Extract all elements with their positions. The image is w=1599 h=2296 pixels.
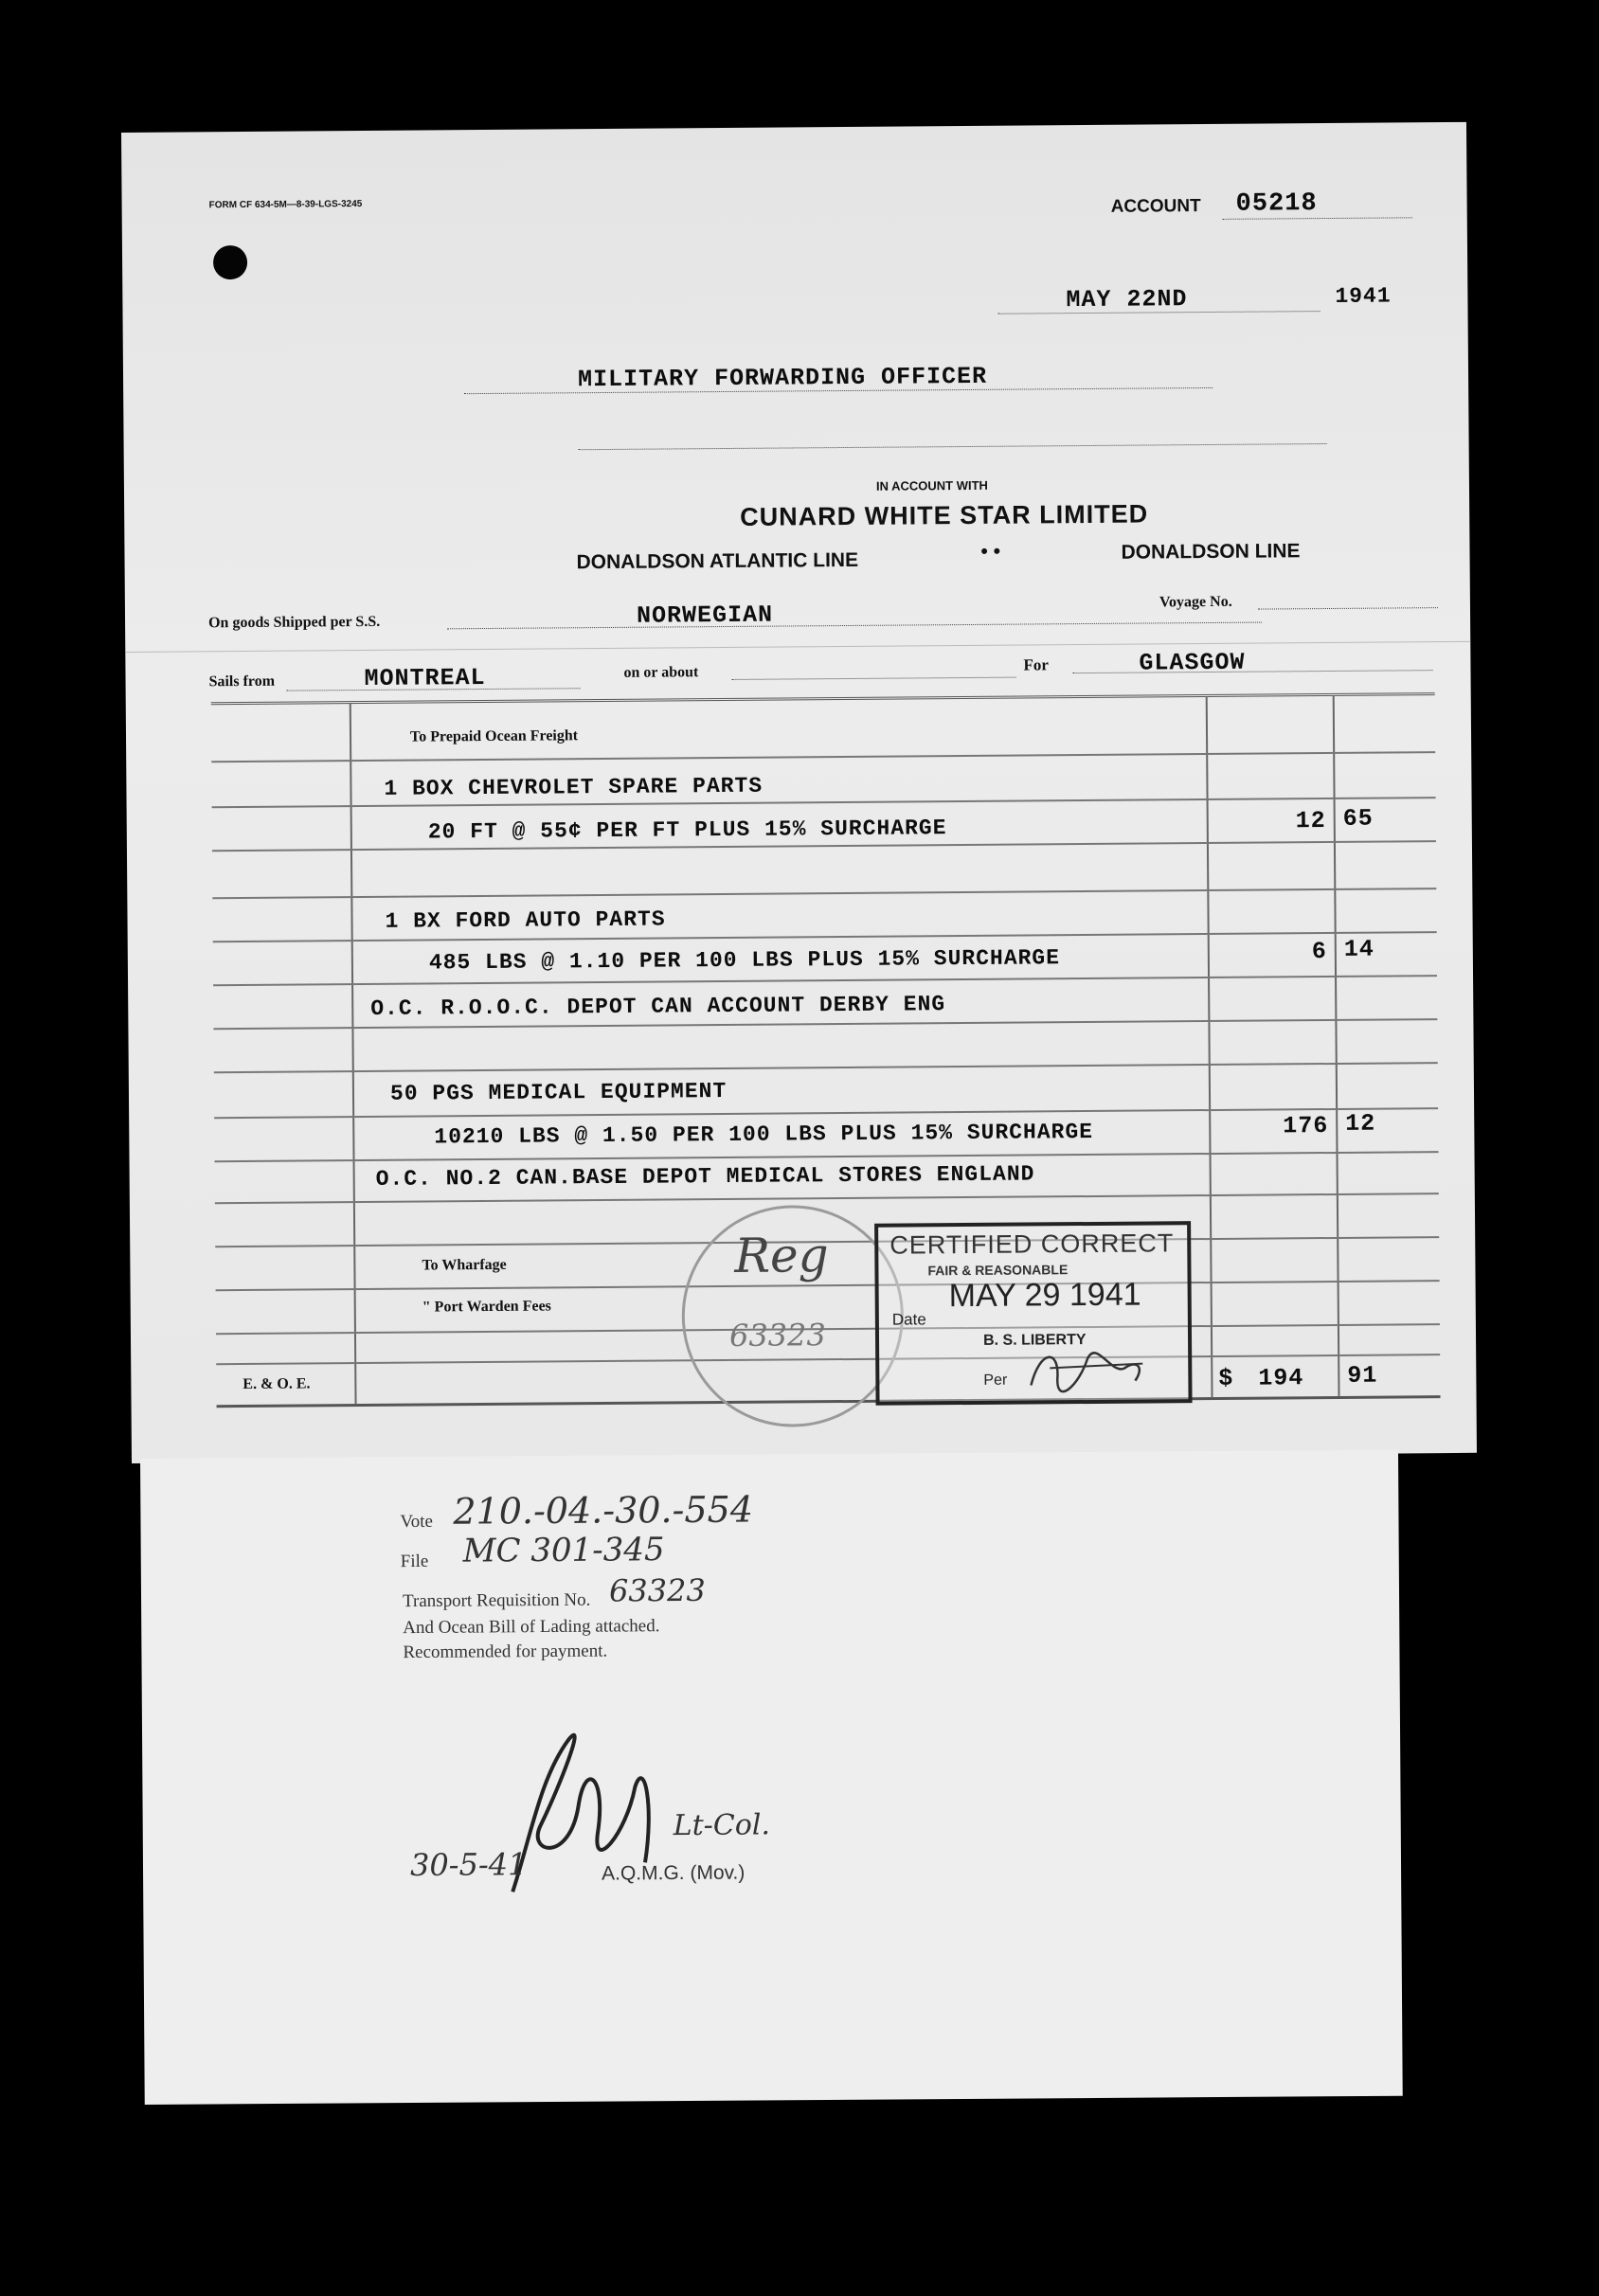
payment-slip [140, 1450, 1403, 2105]
item-1-line1: 1 BOX CHEVROLET SPARE PARTS [384, 773, 764, 801]
item-3-cents: 12 [1345, 1109, 1376, 1138]
certified-signature [1021, 1338, 1154, 1396]
recommended-line: Recommended for payment. [403, 1641, 608, 1663]
billed-to: MILITARY FORWARDING OFFICER [577, 362, 988, 394]
item-2-cents: 14 [1343, 935, 1374, 963]
account-label: ACCOUNT [1110, 196, 1201, 217]
certified-title: CERTIFIED CORRECT [889, 1229, 1175, 1260]
sails-label: Sails from [208, 673, 276, 691]
file-value: MC 301-345 [462, 1531, 665, 1570]
line-separator: • • [980, 540, 1001, 563]
destination: GLASGOW [1139, 648, 1246, 677]
punch-hole [213, 245, 247, 279]
requisition-label: Transport Requisition No. [402, 1589, 591, 1612]
port-warden-label: " Port Warden Fees [422, 1298, 551, 1316]
sails-from: MONTREAL [364, 663, 486, 693]
company-name: CUNARD WHITE STAR LIMITED [740, 499, 1149, 531]
total-cents: 91 [1347, 1361, 1378, 1390]
account-number: 05218 [1235, 189, 1318, 219]
invoice-year: 1941 [1335, 283, 1392, 309]
total-dollars: 194 [1258, 1364, 1304, 1392]
certified-per-label: Per [983, 1372, 1008, 1389]
line-left: DONALDSON ATLANTIC LINE [576, 548, 859, 574]
stamp-number: 63323 [728, 1317, 826, 1354]
item-1-dollars: 12 [1295, 807, 1326, 835]
item-2-line1: 1 BX FORD AUTO PARTS [385, 906, 666, 934]
freight-header: To Prepaid Ocean Freight [409, 727, 579, 745]
line-right: DONALDSON LINE [1121, 540, 1301, 564]
certified-subtitle: FAIR & REASONABLE [927, 1262, 1069, 1279]
for-label: For [1023, 655, 1049, 674]
signature-date: 30-5-41 [409, 1846, 528, 1884]
file-label: File [400, 1551, 429, 1572]
item-2-line2: 485 LBS @ 1.10 PER 100 LBS PLUS 15% SURCHARGE [428, 945, 1061, 976]
bill-of-lading-line: And Ocean Bill of Lading attached. [403, 1616, 660, 1639]
vote-label: Vote [400, 1511, 434, 1533]
vote-value: 210.-04.-30.-554 [453, 1488, 754, 1533]
eoe-label: E. & O. E. [243, 1375, 311, 1393]
invoice-date: MAY 22ND [1066, 285, 1188, 314]
item-2-dollars: 6 [1311, 938, 1327, 966]
total-symbol: $ [1218, 1364, 1234, 1392]
in-account-with: IN ACCOUNT WITH [875, 477, 988, 493]
invoice-sheet [121, 122, 1477, 1463]
item-1-line2: 20 FT @ 55¢ PER FT PLUS 15% SURCHARGE [427, 816, 947, 845]
about-label: on or about [623, 664, 699, 681]
signature-title: A.Q.M.G. (Mov.) [601, 1861, 746, 1885]
voyage-label: Voyage No. [1159, 593, 1232, 611]
stamp-initials: Reg [734, 1228, 829, 1283]
signature-rank: Lt-Col. [673, 1808, 771, 1843]
wharfage-label: To Wharfage [422, 1256, 507, 1274]
item-3-line3: O.C. NO.2 CAN.BASE DEPOT MEDICAL STORES ENGLAND [375, 1161, 1035, 1192]
item-2-line3: O.C. R.O.O.C. DEPOT CAN ACCOUNT DERBY ENG [370, 992, 946, 1021]
certified-date-label: Date [891, 1310, 926, 1329]
certified-name: B. S. LIBERTY [982, 1332, 1087, 1349]
certified-correct-stamp [874, 1221, 1192, 1406]
goods-label: On goods Shipped per S.S. [208, 613, 381, 632]
item-3-line2: 10210 LBS @ 1.50 PER 100 LBS PLUS 15% SURCHARGE [434, 1119, 1094, 1150]
form-number: FORM CF 634-5M—8-39-LGS-3245 [208, 199, 363, 211]
ship-name: NORWEGIAN [636, 601, 774, 630]
item-3-dollars: 176 [1283, 1112, 1329, 1140]
requisition-value: 63323 [608, 1571, 706, 1609]
certified-date: MAY 29 1941 [948, 1276, 1141, 1315]
item-3-line1: 50 PGS MEDICAL EQUIPMENT [389, 1079, 728, 1106]
item-1-cents: 65 [1342, 804, 1374, 833]
